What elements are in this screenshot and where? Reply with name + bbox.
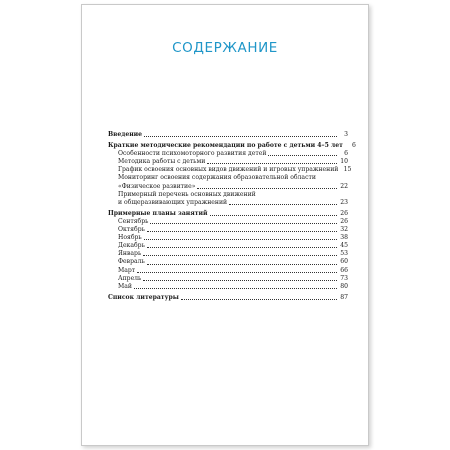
leader-dots: [229, 203, 337, 205]
toc-entry-label: Мониторинг освоения содержания образовательной области: [118, 174, 316, 182]
toc-entry-method: [108, 158, 348, 166]
toc-entry-month: [108, 226, 348, 234]
leader-dots: [197, 187, 337, 189]
toc-page-number: 15: [343, 166, 352, 174]
toc-page-number: 53: [340, 250, 348, 258]
toc-entry-label: Февраль: [118, 258, 145, 266]
toc-entry-label: Примерные планы занятий: [108, 209, 208, 217]
toc-entry-features: [108, 150, 348, 158]
toc-entry-list-line1: [108, 191, 348, 199]
toc-entry-label: График освоения основных видов движений и игровых упражнений: [118, 166, 339, 174]
toc-page-number: 6: [344, 150, 348, 158]
toc-entry-label: «Физическое развитие»: [118, 182, 196, 190]
toc-page-number: 26: [340, 217, 348, 225]
toc-entry-label: и общеразвивающих упражнений: [118, 198, 228, 206]
leader-dots: [150, 222, 337, 224]
toc-entry-month: [108, 267, 348, 275]
leader-dots: [143, 254, 337, 256]
toc-entry-label: Список литературы: [108, 293, 179, 301]
toc-page-number: 73: [340, 274, 348, 282]
toc-entry-list: [108, 199, 348, 207]
toc-entry-label: Ноябрь: [118, 234, 142, 242]
toc-entry-label: Декабрь: [118, 242, 145, 250]
toc-entry-label: Сентябрь: [118, 217, 149, 225]
toc-entry-label: Май: [118, 282, 132, 290]
toc-entry-label: Март: [118, 266, 136, 274]
leader-dots: [144, 238, 337, 240]
leader-dots: [144, 135, 337, 137]
toc-entry-label: Октябрь: [118, 226, 145, 234]
leader-dots: [268, 154, 337, 156]
toc-entry-schedule: [108, 166, 352, 174]
toc-page-number: 45: [340, 242, 348, 250]
toc-entry-monitoring: [108, 183, 348, 191]
leader-dots: [137, 271, 337, 273]
toc-page-number: 26: [340, 209, 348, 217]
toc-page-number: 80: [340, 282, 348, 290]
leader-dots: [147, 246, 337, 248]
toc-page-number: 32: [340, 226, 348, 234]
book-page: [81, 4, 369, 446]
leader-dots: [134, 287, 337, 289]
leader-dots: [181, 298, 337, 300]
toc-entry-label: Краткие методические рекомендации по работе с детьми 4–5 лет: [108, 142, 343, 150]
toc-entry-month: [108, 242, 348, 250]
toc-entry-brief: [108, 142, 356, 150]
leader-dots: [210, 214, 337, 216]
toc-entry-month: [108, 234, 348, 242]
page-title: СОДЕРЖАНИЕ: [172, 40, 278, 56]
toc-entry-label: Январь: [118, 250, 142, 258]
toc-page-number: 3: [344, 131, 348, 138]
toc-entry-label: Примерный перечень основных движений: [118, 190, 256, 198]
toc-entry-monitoring-line1: [108, 174, 348, 182]
leader-dots: [207, 162, 337, 164]
toc-page-number: 60: [340, 258, 348, 266]
toc-entry-label: Особенности психомоторного развития детей: [118, 150, 267, 158]
toc-entry-month: [108, 250, 348, 258]
toc-page-number: 22: [340, 182, 348, 190]
toc-page-number: 10: [340, 158, 348, 166]
toc-entry-plans: [108, 210, 348, 218]
toc-entry-label: Апрель: [118, 274, 142, 282]
leader-dots: [147, 230, 337, 232]
leader-dots: [147, 263, 337, 265]
leader-dots: [143, 279, 337, 281]
toc-entry-month: [108, 275, 348, 283]
toc-page-number: 6: [352, 142, 356, 150]
toc-entry-literature: [108, 294, 348, 302]
toc-page-number: 23: [340, 198, 348, 206]
toc-page-number: 66: [340, 266, 348, 274]
toc-entry-intro: [108, 131, 348, 139]
toc-entry-label: Методика работы с детьми: [118, 158, 206, 166]
toc-page-number: 87: [340, 293, 348, 301]
toc-entry-month: [108, 258, 348, 266]
toc-entry-month: [108, 218, 348, 226]
toc-entry-label: Введение: [108, 131, 143, 138]
table-of-contents: [108, 131, 356, 302]
toc-entry-month: [108, 283, 348, 291]
toc-page-number: 38: [340, 234, 348, 242]
